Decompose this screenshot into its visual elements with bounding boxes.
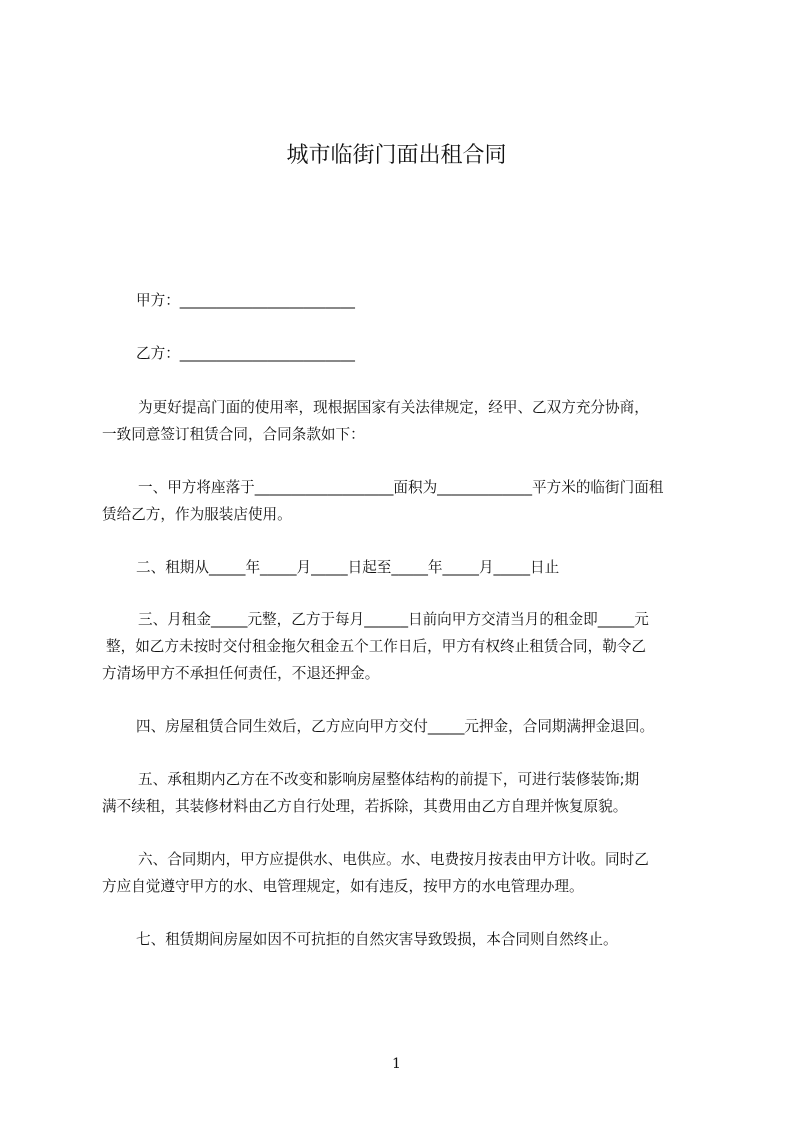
- clause-1-line-1: 一、甲方将座落于___________________面积为_____________平方米的临街门面租: [138, 479, 664, 496]
- clause-2-line-1: 二、租期从_____年_____月_____日起至_____年_____月_____日止: [136, 559, 560, 576]
- party-b-line: 乙方：________________________: [136, 345, 355, 362]
- document-title: 城市临街门面出租合同: [286, 143, 507, 168]
- page-number: 1: [392, 1056, 401, 1072]
- party-a-line: 甲方：________________________: [136, 292, 355, 309]
- clause-6-line-1: 六、合同期内，甲方应提供水、电供应。水、电费按月按表由甲方计收。同时乙: [138, 851, 649, 868]
- clause-7-line-1: 七、租赁期间房屋如因不可抗拒的自然灾害导致毁损，本合同则自然终止。: [136, 931, 618, 948]
- intro-line-2: 一致同意签订租赁合同，合同条款如下：: [102, 426, 365, 443]
- clause-5-line-2: 满不续租，其装修材料由乙方自行处理，若拆除，其费用由乙方自理并恢复原貌。: [102, 798, 628, 815]
- clause-3-line-3: 方清场甲方不承担任何责任，不退还押金。: [102, 665, 380, 682]
- clause-6-line-2: 方应自觉遵守甲方的水、电管理规定，如有违反，按甲方的水电管理办理。: [102, 878, 584, 895]
- intro-line-1: 为更好提高门面的使用率，现根据国家有关法律规定，经甲、乙双方充分协商，: [138, 399, 649, 416]
- clause-3-line-1: 三、月租金_____元整，乙方于每月______日前向甲方交清当月的租金即_____元: [138, 611, 649, 628]
- clause-1-line-2: 赁给乙方，作为服装店使用。: [102, 506, 292, 523]
- clause-3-line-2: 整，如乙方未按时交付租金拖欠租金五个工作日后，甲方有权终止租赁合同，勒令乙: [106, 638, 646, 655]
- clause-5-line-1: 五、承租期内乙方在不改变和影响房屋整体结构的前提下，可进行装修装饰;期: [138, 771, 640, 788]
- clause-4-line-1: 四、房屋租赁合同生效后，乙方应向甲方交付_____元押金，合同期满押金退回。: [136, 718, 655, 735]
